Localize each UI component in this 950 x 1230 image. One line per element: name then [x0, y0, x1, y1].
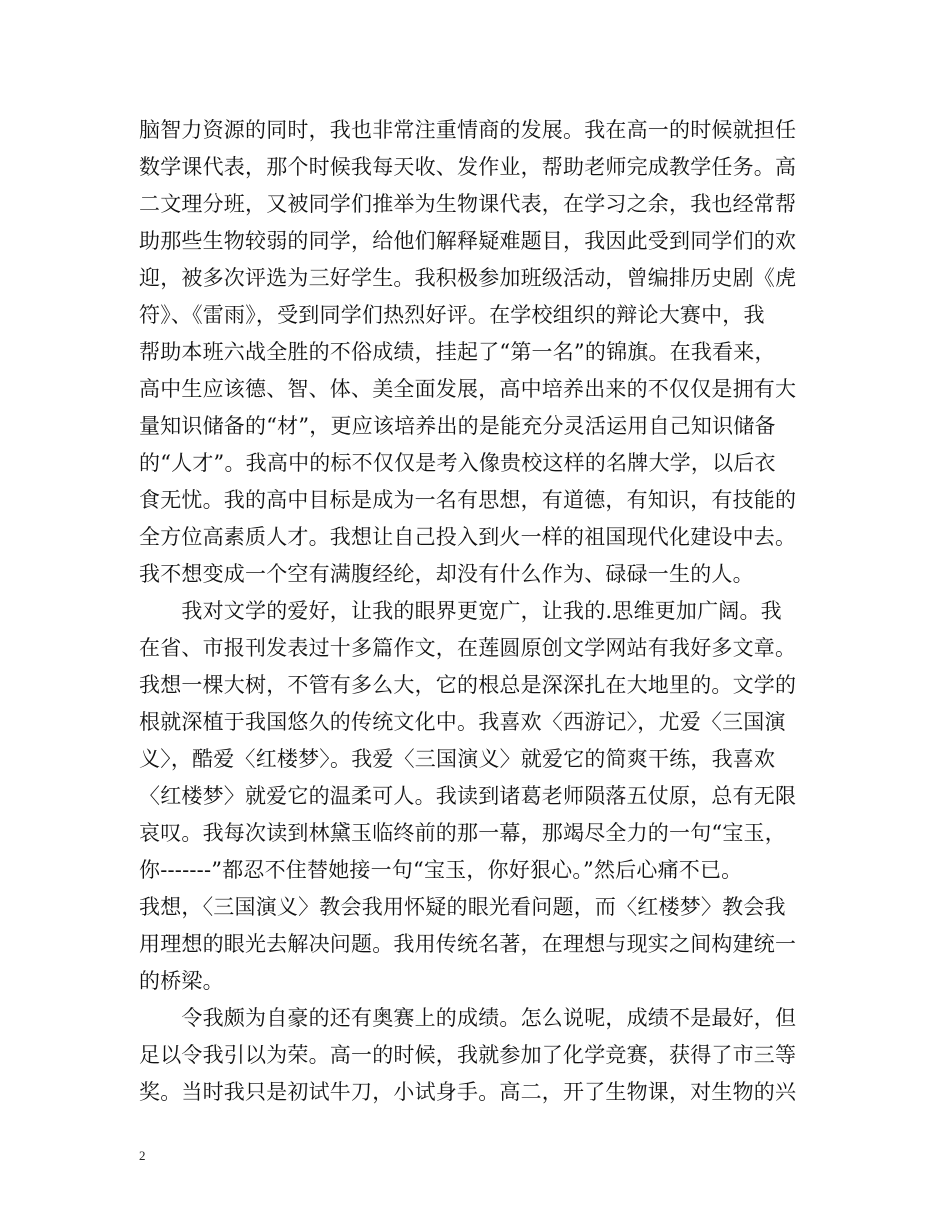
- text-line: 的桥梁。: [139, 969, 224, 993]
- text-line: 〈红楼梦〉就爱它的温柔可人。我读到诸葛老师陨落五仗原，总有无限: [139, 784, 797, 808]
- text-line: 食无忧。我的高中目标是成为一名有思想，有道德，有知识，有技能的: [139, 488, 797, 512]
- text-line: 你-------”都忍不住替她接一句“宝玉，你好狠心。”然后心痛不已。: [139, 858, 743, 882]
- text-line: 我不想变成一个空有满腹经纶，却没有什么作为、碌碌一生的人。: [139, 562, 754, 586]
- text-line: 脑智力资源的同时，我也非常注重情商的发展。我在高一的时候就担任: [139, 118, 797, 142]
- text-line: 助那些生物较弱的同学，给他们解释疑难题目，我因此受到同学们的欢: [139, 229, 797, 253]
- text-line: 的“人才”。我高中的标不仅仅是考入像贵校这样的名牌大学，以后衣: [139, 451, 776, 475]
- text-line: 在省、市报刊发表过十多篇作文，在莲圆原创文学网站有我好多文章。: [139, 636, 797, 660]
- text-line: 令我颇为自豪的还有奥赛上的成绩。怎么说呢，成绩不是最好，但: [139, 1006, 797, 1030]
- text-line: 用理想的眼光去解决问题。我用传统名著，在理想与现实之间构建统一: [139, 932, 797, 956]
- text-line: 二文理分班，又被同学们推举为生物课代表，在学习之余，我也经常帮: [139, 192, 797, 216]
- text-line: 我对文学的爱好，让我的眼界更宽广，让我的.思维更加广阔。我: [139, 599, 782, 623]
- text-line: 根就深植于我国悠久的传统文化中。我喜欢〈西游记〉，尤爱〈三国演: [139, 710, 786, 734]
- text-line: 义〉，酷爱〈红楼梦〉。我爱〈三国演义〉就爱它的简爽干练，我喜欢: [139, 747, 776, 771]
- text-line: 我想，〈三国演义〉教会我用怀疑的眼光看问题，而〈红楼梦〉教会我: [139, 895, 786, 919]
- text-line: 迎，被多次评选为三好学生。我积极参加班级活动，曾编排历史剧《虎: [139, 266, 797, 290]
- text-line: 足以令我引以为荣。高一的时候，我就参加了化学竞赛，获得了市三等: [139, 1043, 797, 1067]
- text-line: 帮助本班六战全胜的不俗成绩，挂起了“第一名”的锦旗。在我看来，: [139, 340, 776, 364]
- text-line: 哀叹。我每次读到林黛玉临终前的那一幕，那竭尽全力的一句“宝玉，: [139, 821, 786, 845]
- text-line: 我想一棵大树，不管有多么大，它的根总是深深扎在大地里的。文学的: [139, 673, 797, 697]
- text-line: 奖。当时我只是初试牛刀，小试身手。高二，开了生物课，对生物的兴: [139, 1080, 797, 1104]
- text-line: 数学课代表，那个时候我每天收、发作业，帮助老师完成教学任务。高: [139, 155, 797, 179]
- text-line: 量知识储备的“材”，更应该培养出的是能充分灵活运用自己知识储备: [139, 414, 776, 438]
- text-line: 高中生应该德、智、体、美全面发展，高中培养出来的不仅仅是拥有大: [139, 377, 797, 401]
- text-line: 全方位高素质人才。我想让自己投入到火一样的祖国现代化建设中去。: [139, 525, 797, 549]
- text-line: 符》、《雷雨》，受到同学们热烈好评。在学校组织的辩论大赛中，我: [139, 303, 765, 327]
- body-text: [139, 112, 839, 1111]
- page-number: 2: [139, 1148, 146, 1163]
